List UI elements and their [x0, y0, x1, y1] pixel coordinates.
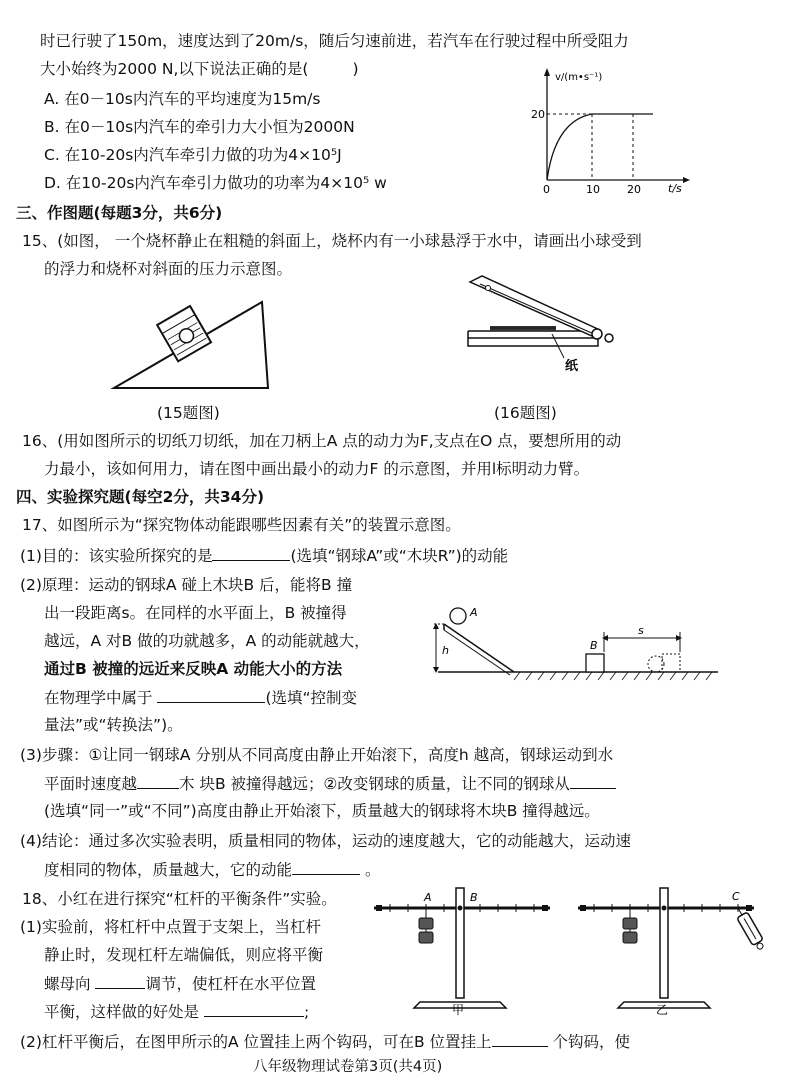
q17-part4-l1: (4)结论：通过多次实验表明，质量相同的物体，运动的速度越大，它的动能越大，运动速 [20, 832, 631, 850]
yi-caption: 乙 [656, 1003, 669, 1017]
block-b-moved [662, 654, 680, 672]
q14-option-b: B. 在0－10s内汽车的牵引力大小恒为2000N [44, 118, 355, 136]
q17-part2-l1: (2)原理：运动的钢球A 碰上木块B 后，能将B 撞 [20, 576, 353, 594]
graph-y-tick: 20 [531, 108, 545, 121]
q16-line1: 16、(用如图所示的切纸刀切纸，加在刀柄上A 点的动力为F,支点在O 点，要想所用的动 [22, 432, 622, 450]
weights-yi [623, 932, 637, 943]
q18-part1-l3: 螺母向 调节，使杠杆在水平位置 [44, 972, 316, 995]
q14-option-d: D. 在10-20s内汽车牵引力做功的功率为4×10⁵ w [44, 174, 387, 192]
cutter-base [468, 338, 598, 346]
yi-label-c: C [732, 890, 740, 903]
block-b [586, 654, 604, 672]
paper-label: 纸 [565, 359, 579, 374]
q17-part2-l2: 出一段距离s。在同样的水平面上，B 被撞得 [44, 604, 347, 622]
q17-figure [430, 604, 720, 686]
q17-blank5[interactable] [292, 858, 360, 875]
q17-part3-l3: (选填“同一”或“不同”)高度由静止开始滚下，质量越大的钢球将木块B 撞得越远。 [44, 802, 600, 820]
section3-title: 三、作图题(每题3分，共6分) [16, 204, 223, 222]
paper-stack [490, 326, 556, 331]
graph-x-tick-10: 10 [586, 183, 600, 196]
q18-part1-l1: (1)实验前，将杠杆中点置于支架上，当杠杆 [20, 918, 321, 936]
graph-ylabel: v/(m•s⁻¹) [555, 72, 603, 83]
q17-part2-l6: 量法”或“转换法”)。 [44, 716, 183, 734]
q18-part1-l2: 静止时，发现杠杆左端偏低，则应将平衡 [44, 946, 324, 964]
q14-option-a: A. 在0－10s内汽车的平均速度为15m/s [44, 90, 321, 108]
q17-part3-l2: 平面时速度越 木 块B 被撞得越远；②改变钢球的质量，让不同的钢球从 [44, 772, 616, 795]
jia-label-b: B [470, 891, 478, 904]
q14-option-c: C. 在10-20s内汽车牵引力做的功为4×10⁵J [44, 146, 342, 164]
ramp [444, 624, 514, 672]
q18-blank1[interactable] [95, 972, 145, 989]
graph-x-tick-20: 20 [627, 183, 641, 196]
q18-blank3[interactable] [492, 1030, 548, 1047]
jia-caption: 甲 [452, 1003, 465, 1017]
q15-line1: 15、(如图， 一个烧杯静止在粗糙的斜面上，烧杯内有一小球悬浮于水中，请画出小球受到 [22, 232, 642, 250]
q18-blank2[interactable] [204, 1000, 304, 1017]
stand-jia [456, 888, 464, 998]
q18-figure-yi [574, 884, 762, 1016]
q17-blank1[interactable] [212, 544, 290, 561]
q17-part1: (1)目的：该实验所探究的是 (选填“钢球A”或“木块R”)的动能 [20, 544, 508, 567]
weights-a [419, 932, 433, 943]
q14-stem-line2: 大小始终为2000 N,以下说法正确的是( ) [40, 60, 359, 78]
pivot-o [592, 329, 602, 339]
label-s: s [638, 624, 644, 637]
q17-blank3[interactable] [137, 772, 179, 789]
q16-caption: (16题图) [494, 404, 557, 422]
spring-scale [733, 905, 767, 952]
q17-part2-l3: 越远，A 对B 做的功就越多，A 的动能就越大， [44, 632, 370, 650]
q17-blank4[interactable] [570, 772, 616, 789]
page-footer: 八年级物理试卷第3页(共4页) [253, 1059, 443, 1075]
q17-intro: 17、如图所示为“探究物体动能跟哪些因素有关”的装置示意图。 [22, 516, 461, 534]
label-h: h [442, 644, 449, 657]
q16-line2: 力最小，该如何用力，请在图中画出最小的动力F 的示意图，并用l标明动力臂。 [44, 460, 590, 478]
graph-x-tick-0: 0 [543, 183, 550, 196]
q18-part2: (2)杠杆平衡后，在图甲所示的A 位置挂上两个钩码，可在B 位置挂上 个钩码，使 [20, 1030, 630, 1053]
q17-part3-l1: (3)步骤：①让同一钢球A 分别从不同高度由静止开始滚下，高度h 越高，钢球运动到水 [20, 746, 614, 764]
graph-xlabel: t/s [668, 182, 682, 195]
q17-part4-l2: 度相同的物体，质量越大，它的动能 。 [44, 858, 380, 881]
q18-intro: 18、小红在进行探究“杠杆的平衡条件”实验。 [22, 890, 337, 908]
q18-figure-jia [370, 884, 558, 1016]
q16-figure [460, 276, 630, 376]
q17-part2-l5: 在物理学中属于 (选填“控制变 [44, 686, 357, 709]
q15-caption: (15题图) [157, 404, 220, 422]
label-b: B [590, 639, 598, 652]
q15-line2: 的浮力和烧杯对斜面的压力示意图。 [44, 260, 293, 278]
section4-title: 四、实验探究题(每空2分，共34分) [16, 488, 265, 506]
label-a: A [470, 606, 478, 619]
q17-blank2[interactable] [157, 686, 265, 703]
jia-label-a: A [424, 891, 432, 904]
ball-a [450, 608, 466, 624]
q14-vt-graph [525, 66, 695, 196]
q18-part1-l4: 平衡，这样做的好处是 ; [44, 1000, 309, 1023]
q17-part2-l4: 通过B 被撞的远近来反映A 动能大小的方法 [44, 660, 343, 678]
beaker [157, 306, 211, 361]
stand-yi [660, 888, 668, 998]
q15-figure [110, 290, 280, 395]
graph-curve [547, 114, 592, 180]
q14-stem-line1: 时已行驶了150m，速度达到了20m/s，随后匀速前进，若汽车在行驶过程中所受阻力 [40, 32, 629, 50]
